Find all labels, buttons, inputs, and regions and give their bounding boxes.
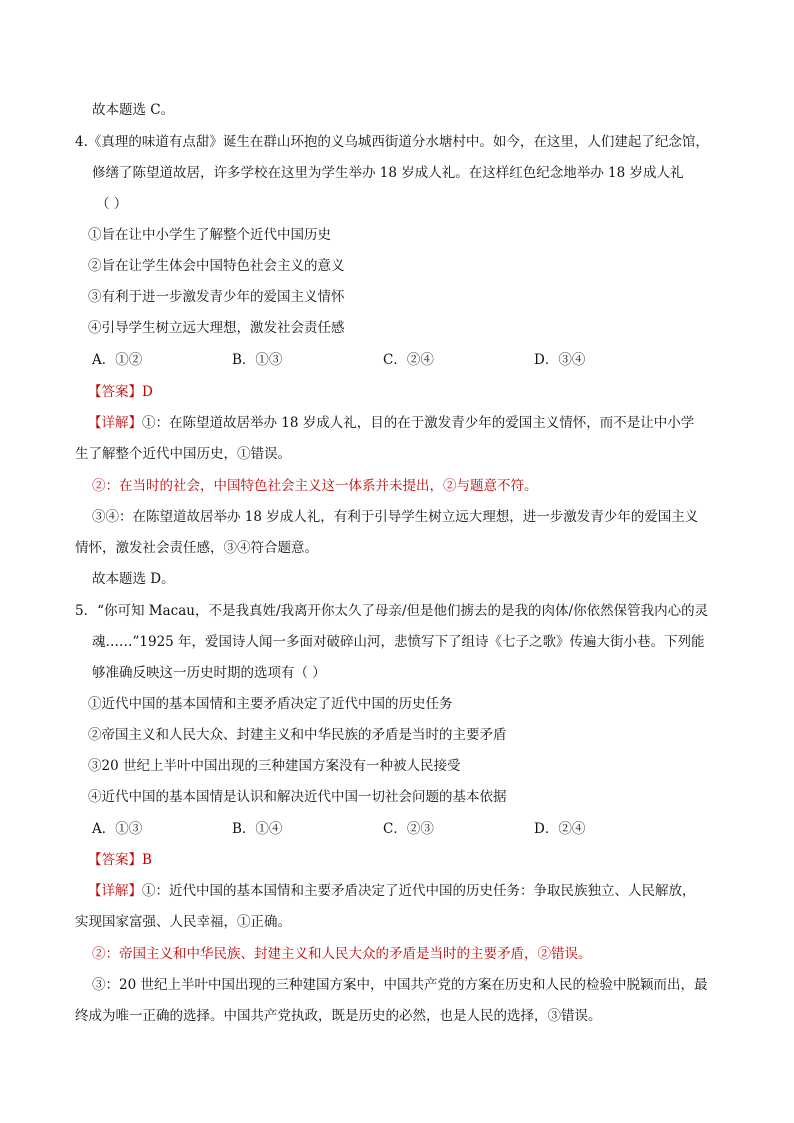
q4-detail-3-line-2: 情怀，激发社会责任感，③④符合题意。 xyxy=(75,540,318,556)
q4-answer-value: D xyxy=(142,384,153,400)
q5-stem-line-1: 5．“你可知 Macau，不是我真姓/我离开你太久了母亲/但是他们掳去的是我的肉体/你依然保管我内心的灵 xyxy=(75,603,709,619)
q4-detail-1-line-1 xyxy=(88,414,694,432)
q4-detail-label: 【详解】 xyxy=(88,415,142,431)
q5-item-2: ②帝国主义和人民大众、封建主义和中华民族的矛盾是当时的主要矛盾 xyxy=(88,727,507,743)
q5-answer-value: B xyxy=(142,852,152,868)
q4-detail-3-line-1: ③④：在陈望道故居举办 18 岁成人礼，有利于引导学生树立远大理想，进一步激发青少年的爱国主义 xyxy=(92,509,699,525)
q4-stem-line-1: 4.《真理的味道有点甜》诞生在群山环抱的义乌城西街道分水塘村中。如今，在这里，人们建起了纪念馆， xyxy=(75,134,709,150)
q5-item-4: ④近代中国的基本国情是认识和解决近代中国一切社会问题的基本依据 xyxy=(88,789,507,805)
q5-answer-label: 【答案】 xyxy=(88,852,142,868)
q3-conclusion: 故本题选 C。 xyxy=(92,102,175,118)
q4-item-2: ②旨在让学生体会中国特色社会主义的意义 xyxy=(88,258,345,274)
q4-option-c: C．②④ xyxy=(383,352,434,368)
q4-option-a: A．①② xyxy=(92,352,143,368)
q5-stem-line-2: 魂……”1925 年，爱国诗人闻一多面对破碎山河，悲愤写下了组诗《七子之歌》传遍大街小巷。下列能 xyxy=(92,634,705,650)
q5-detail-label: 【详解】 xyxy=(88,883,142,899)
q5-detail-1-line-1 xyxy=(88,882,696,900)
q4-option-d: D．③④ xyxy=(534,352,586,368)
q5-detail-3-line-2: 终成为唯一正确的选择。中国共产党执政，既是历史的必然，也是人民的选择，③错误。 xyxy=(75,1008,602,1024)
q5-answer xyxy=(88,851,152,869)
q5-stem-line-3: 够准确反映这一历史时期的选项有（ ） xyxy=(92,665,326,681)
q4-stem-line-3: （ ） xyxy=(96,196,128,212)
q4-detail-1-text: ①：在陈望道故居举办 18 岁成人礼，目的在于激发青少年的爱国主义情怀，而不是让中小学 xyxy=(142,415,695,431)
q4-stem-line-2: 修缮了陈望道故居，许多学校在这里为学生举办 18 岁成人礼。在这样红色纪念地举办 18 岁成人礼 xyxy=(92,165,684,181)
q4-detail-1-line-2: 生了解整个近代中国历史，①错误。 xyxy=(75,446,291,462)
q5-option-d: D．②④ xyxy=(534,821,586,837)
q5-detail-3-line-1: ③：20 世纪上半叶中国出现的三种建国方案中，中国共产党的方案在历史和人民的检验中脱颖而出，最 xyxy=(92,977,708,993)
q4-item-1: ①旨在让中小学生了解整个近代中国历史 xyxy=(88,227,331,243)
q4-detail-2: ②：在当时的社会，中国特色社会主义这一体系并未提出，②与题意不符。 xyxy=(92,478,538,494)
q4-option-b: B．①③ xyxy=(232,352,283,368)
q5-detail-2: ②：帝国主义和中华民族、封建主义和人民大众的矛盾是当时的主要矛盾，②错误。 xyxy=(92,946,592,962)
q4-conclusion: 故本题选 D。 xyxy=(92,571,175,587)
q5-detail-1-text: ①：近代中国的基本国情和主要矛盾决定了近代中国的历史任务：争取民族独立、人民解放， xyxy=(142,883,696,899)
q5-detail-1-line-2: 实现国家富强、人民幸福，①正确。 xyxy=(75,914,291,930)
q4-answer-label: 【答案】 xyxy=(88,384,142,400)
q4-item-4: ④引导学生树立远大理想，激发社会责任感 xyxy=(88,320,345,336)
q5-item-1: ①近代中国的基本国情和主要矛盾决定了近代中国的历史任务 xyxy=(88,696,453,712)
q5-option-c: C．②③ xyxy=(383,821,434,837)
q4-answer xyxy=(88,383,153,401)
q5-option-a: A．①③ xyxy=(92,821,143,837)
q5-option-b: B．①④ xyxy=(232,821,283,837)
q4-item-3: ③有利于进一步激发青少年的爱国主义情怀 xyxy=(88,289,345,305)
q5-item-3: ③20 世纪上半叶中国出现的三种建国方案没有一种被人民接受 xyxy=(88,758,461,774)
